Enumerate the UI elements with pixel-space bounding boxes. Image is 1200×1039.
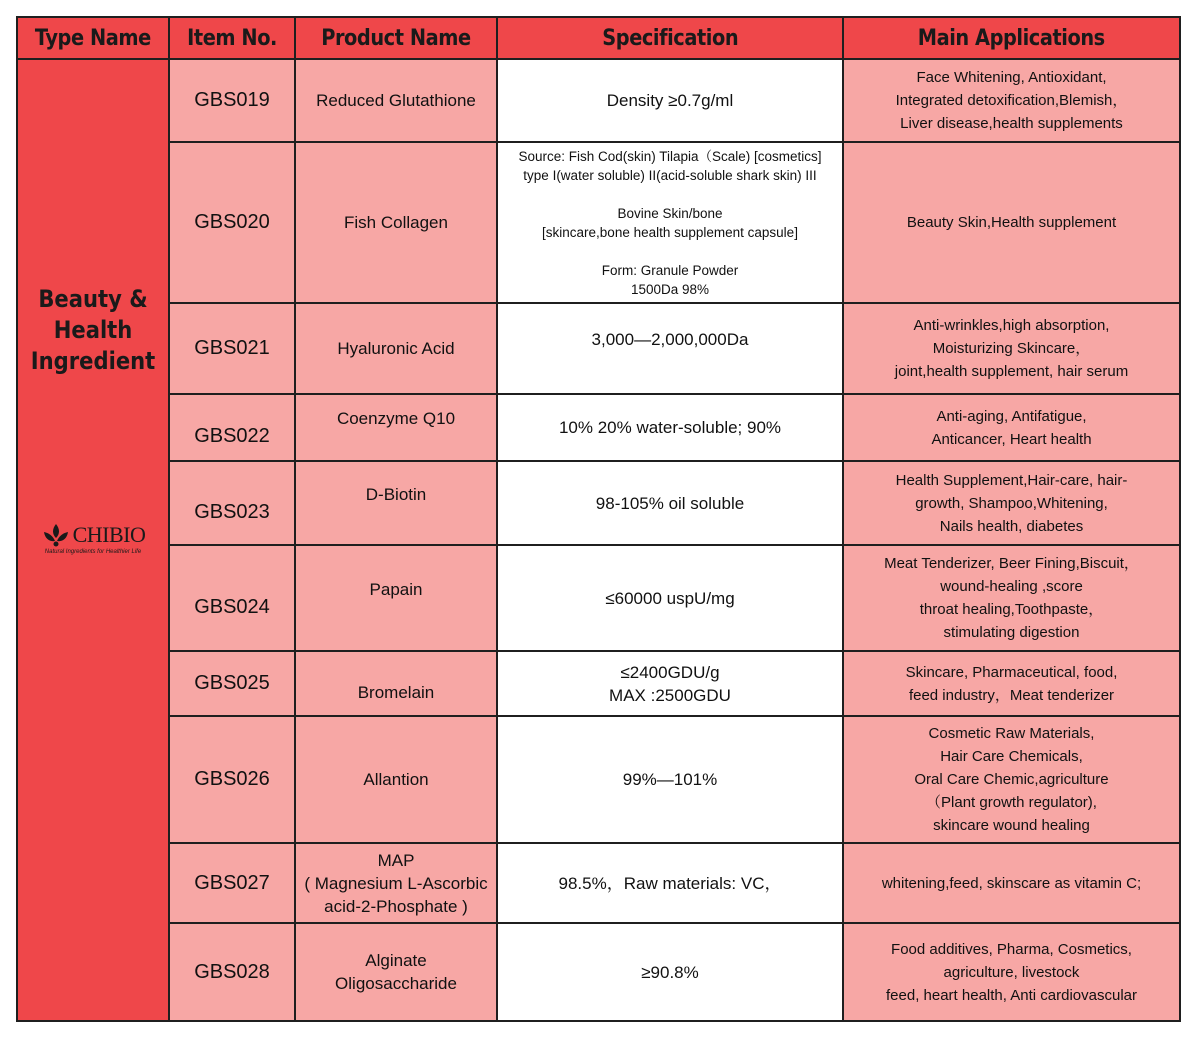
applications-cell: Anti-wrinkles,high absorption, Moisturizing Skincare， joint,health supplement, hair serum <box>844 304 1181 395</box>
product-table <box>16 16 1181 1022</box>
product-name-cell: Allantion <box>296 717 498 844</box>
product-name-cell: Reduced Glutathione <box>296 60 498 143</box>
product-name-cell: MAP ( Magnesium L-Ascorbic acid-2-Phosphate ) <box>296 844 498 924</box>
applications-cell: Meat Tenderizer, Beer Fining,Biscuit， wound-healing ,score throat healing,Toothpaste， stimulating digestion <box>844 546 1181 652</box>
item-no-cell: GBS025 <box>170 652 296 717</box>
applications-cell: Health Supplement,Hair-care, hair- growth, Shampoo,Whitening, Nails health, diabetes <box>844 462 1181 546</box>
leaf-logo-icon <box>41 522 71 548</box>
item-no-cell: GBS028 <box>170 924 296 1022</box>
type-cell <box>18 60 170 1022</box>
header-product-name: Product Name <box>296 18 498 60</box>
item-no-cell: GBS024 <box>170 546 296 652</box>
item-no-cell: GBS019 <box>170 60 296 143</box>
applications-cell: whitening,feed, skinscare as vitamin C; <box>844 844 1181 924</box>
product-name-cell: Fish Collagen <box>296 143 498 304</box>
item-no-cell: GBS026 <box>170 717 296 844</box>
applications-cell: Skincare, Pharmaceutical, food, feed industry，Meat tenderizer <box>844 652 1181 717</box>
item-no-cell: GBS027 <box>170 844 296 924</box>
applications-cell: Food additives, Pharma, Cosmetics, agriculture, livestock feed, heart health, Anti cardiovascular <box>844 924 1181 1022</box>
specification-cell: ≥90.8% <box>498 924 844 1022</box>
specification-cell: Source: Fish Cod(skin) Tilapia（Scale) [cosmetics] type I(water soluble) II(acid-soluble shark skin) III Bovine Skin/bone [skincare,bone health supplement capsule] Form: Granule Powder 1500Da 98% <box>498 143 844 304</box>
applications-cell: Beauty Skin,Health supplement <box>844 143 1181 304</box>
product-name-cell: D-Biotin <box>296 462 498 546</box>
applications-cell: Face Whitening, Antioxidant, Integrated detoxification,Blemish， Liver disease,health supplements <box>844 60 1181 143</box>
product-name-cell: Alginate Oligosaccharide <box>296 924 498 1022</box>
header-main-applications: Main Applications <box>844 18 1181 60</box>
specification-cell: 3,000—2,000,000Da <box>498 304 844 395</box>
product-name-cell: Hyaluronic Acid <box>296 304 498 395</box>
item-no-cell: GBS022 <box>170 395 296 462</box>
header-item-no: Item No. <box>170 18 296 60</box>
logo-wordmark: CHIBIO <box>72 522 146 547</box>
type-label: Beauty & Health Ingredient <box>30 285 156 375</box>
item-no-cell: GBS023 <box>170 462 296 546</box>
applications-cell: Cosmetic Raw Materials, Hair Care Chemicals, Oral Care Chemic,agriculture （Plant growth regulator), skincare wound healing <box>844 717 1181 844</box>
chibio-logo <box>28 522 158 555</box>
applications-cell: Anti-aging, Antifatigue, Anticancer, Heart health <box>844 395 1181 462</box>
product-name-cell: Papain <box>296 546 498 652</box>
header-specification: Specification <box>498 18 844 60</box>
specification-cell: Density ≥0.7g/ml <box>498 60 844 143</box>
specification-cell: ≤60000 uspU/mg <box>498 546 844 652</box>
item-no-cell: GBS020 <box>170 143 296 304</box>
specification-cell: ≤2400GDU/g MAX :2500GDU <box>498 652 844 717</box>
specification-cell: 10% 20% water-soluble; 90% <box>498 395 844 462</box>
specification-cell: 98-105% oil soluble <box>498 462 844 546</box>
item-no-cell: GBS021 <box>170 304 296 395</box>
specification-cell: 99%—101% <box>498 717 844 844</box>
header-type-name: Type Name <box>18 18 170 60</box>
product-name-cell: Coenzyme Q10 <box>296 395 498 462</box>
logo-tagline: Natural Ingredients for Healthier Life <box>44 549 142 555</box>
specification-cell: 98.5%，Raw materials: VC， <box>498 844 844 924</box>
product-name-cell: Bromelain <box>296 652 498 717</box>
